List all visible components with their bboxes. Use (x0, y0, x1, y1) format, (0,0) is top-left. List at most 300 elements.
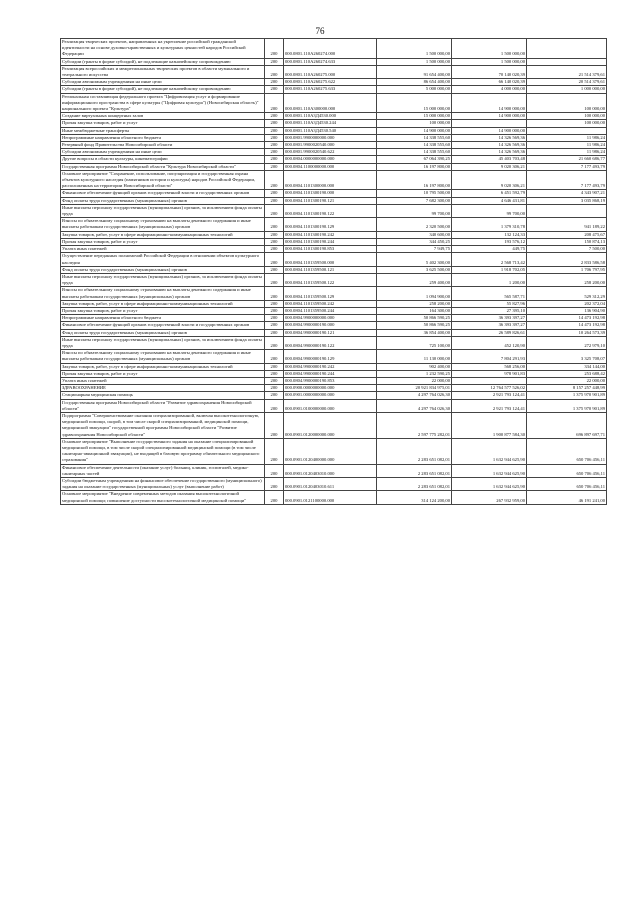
row-value-remaining-cell: 208 475,67 (527, 231, 607, 238)
row-ved-cell: 200 (265, 438, 284, 464)
row-value-approved-cell: 3 625 500,00 (377, 266, 452, 273)
row-value-remaining-cell: 7 177 493,79 (527, 163, 607, 170)
row-classification-cell: 000.0801.110A260274.633 (284, 58, 377, 65)
table-row (61, 385, 607, 392)
row-value-remaining-cell: 334 144,00 (527, 363, 607, 370)
row-name-cell: Государственная программа Новосибирской области "Развитие здравоохранения Новосибирской области" (61, 399, 265, 412)
row-name-cell: Закупка товаров, работ, услуг в сфере информационно-коммуникационных технологий (61, 300, 265, 307)
row-value-executed-cell: 26 589 826,61 (452, 329, 527, 336)
row-value-remaining-cell: 11 986,24 (527, 142, 607, 149)
row-value-approved-cell: 15 000 000,00 (377, 93, 452, 113)
row-ved-cell: 200 (265, 120, 284, 127)
row-value-executed-cell: 7 804 291,93 (452, 350, 527, 363)
row-classification-cell: 000.0801.110A3Д4530.244 (284, 120, 377, 127)
table-row (61, 156, 607, 163)
row-value-remaining-cell (527, 204, 607, 217)
row-value-remaining-cell: 941 189,22 (527, 218, 607, 231)
table-row (61, 127, 607, 134)
row-value-remaining-cell: 650 706 456,11 (527, 464, 607, 477)
row-ved-cell: 200 (265, 218, 284, 231)
row-name-cell: Иные выплаты персоналу государственных (муниципальных) органов, за исключением фонда оплаты труда (61, 336, 265, 349)
row-value-executed-cell: 1 900 877 584,30 (452, 412, 527, 438)
row-classification-cell: 000.0801.110A260275.000 (284, 65, 377, 78)
row-name-cell: Взносы по обязательному социальному страхованию на выплаты денежного содержания и иные выплаты работникам государственных (муниципальных) органов (61, 287, 265, 300)
row-ved-cell: 200 (265, 134, 284, 141)
row-name-cell: Создание виртуальных концертных залов (61, 113, 265, 120)
row-value-remaining-cell (527, 39, 607, 59)
row-ved-cell: 200 (265, 336, 284, 349)
row-value-remaining-cell: 100 000,00 (527, 120, 607, 127)
table-row (61, 190, 607, 197)
row-ved-cell: 200 (265, 204, 284, 217)
row-value-remaining-cell: 46 191 241,00 (527, 491, 607, 504)
row-classification-cell: 000.0801.9900000000.000 (284, 134, 377, 141)
row-classification-cell: 000.0804.9900000190.242 (284, 363, 377, 370)
row-ved-cell: 200 (265, 149, 284, 156)
row-ved-cell: 200 (265, 127, 284, 134)
row-classification-cell: 000.0804.1100000000.000 (284, 163, 377, 170)
table-row (61, 93, 607, 113)
table-row (61, 307, 607, 314)
row-value-remaining-cell: 2 833 586,58 (527, 253, 607, 266)
row-value-remaining-cell: 272 979,10 (527, 336, 607, 349)
row-value-remaining-cell: 529 312,29 (527, 287, 607, 300)
row-value-executed-cell: 1 379 310,78 (452, 218, 527, 231)
row-value-remaining-cell: 11 986,24 (527, 149, 607, 156)
row-ved-cell: 200 (265, 307, 284, 314)
row-classification-cell: 000.0804.1101359500.000 (284, 253, 377, 266)
row-ved-cell: 200 (265, 350, 284, 363)
row-value-remaining-cell: 3 325 708,07 (527, 350, 607, 363)
row-classification-cell: 000.0901.0120400000.000 (284, 438, 377, 464)
row-name-cell: Субсидии автономным учреждениям на иные цели (61, 149, 265, 156)
row-value-executed-cell: 55 827,96 (452, 300, 527, 307)
row-value-remaining-cell: 253 688,42 (527, 370, 607, 377)
row-ved-cell: 200 (265, 163, 284, 170)
row-value-approved-cell: 14 338 555,60 (377, 134, 452, 141)
row-name-cell: Непрограммные направления областного бюджета (61, 134, 265, 141)
row-value-executed-cell: 565 587,71 (452, 287, 527, 300)
row-value-executed-cell: 12 764 577 526,02 (452, 385, 527, 392)
table-row (61, 322, 607, 329)
row-value-executed-cell: 66 140 020,39 (452, 79, 527, 86)
row-classification-cell: 000.0901.0100000000.000 (284, 399, 377, 412)
row-value-remaining-cell (527, 127, 607, 134)
row-value-approved-cell: 2 283 651 082,01 (377, 464, 452, 477)
table-row (61, 134, 607, 141)
row-ved-cell: 200 (265, 412, 284, 438)
row-value-approved-cell: 344 450,25 (377, 238, 452, 245)
row-value-executed-cell: 1 632 944 625,90 (452, 438, 527, 464)
row-value-executed-cell (452, 120, 527, 127)
row-ved-cell: 200 (265, 86, 284, 93)
row-name-cell: Закупка товаров, работ, услуг в сфере информационно-коммуникационных технологий (61, 363, 265, 370)
table-row (61, 491, 607, 504)
table-row (61, 197, 607, 204)
row-value-remaining-cell: 1 000 000,00 (527, 86, 607, 93)
row-value-executed-cell: 2 921 793 124,41 (452, 392, 527, 399)
row-classification-cell: 000.0801.110A260275.622 (284, 79, 377, 86)
row-name-cell: Субсидии бюджетным учреждениям на финансовое обеспечение государственного (муниципального) задания на оказание государственных (муниципальных) услуг (выполнение работ) (61, 478, 265, 491)
row-ved-cell: 200 (265, 392, 284, 399)
row-classification-cell: 000.0804.9900000190.244 (284, 370, 377, 377)
row-ved-cell: 200 (265, 300, 284, 307)
row-value-executed-cell: 45 403 703,48 (452, 156, 527, 163)
row-name-cell: Закупка товаров, работ, услуг в сфере информационно-коммуникационных технологий (61, 231, 265, 238)
table-row (61, 39, 607, 59)
row-name-cell: Фонд оплаты труда государственных (муниципальных) органов (61, 197, 265, 204)
row-value-remaining-cell: 7 500,00 (527, 246, 607, 253)
row-value-executed-cell: 2 568 713,42 (452, 253, 527, 266)
row-value-approved-cell: 1 232 590,25 (377, 370, 452, 377)
row-classification-cell: 000.0901.0000000000.000 (284, 392, 377, 399)
row-classification-cell: 000.0804.1101300000.000 (284, 170, 377, 190)
row-classification-cell: 000.0804.1101300190.853 (284, 246, 377, 253)
row-value-remaining-cell: 22 000,00 (527, 377, 607, 384)
row-value-approved-cell: 100 000,00 (377, 120, 452, 127)
row-ved-cell: 200 (265, 39, 284, 59)
row-value-remaining-cell: 11 986,24 (527, 134, 607, 141)
row-name-cell: Реализация творческих проектов, направленных на укрепление российской гражданской идентичности на основе духовно-нравственных и культурных ценностей народов Российской Федерации (61, 39, 265, 59)
row-classification-cell: 000.0801.9900020540.000 (284, 142, 377, 149)
row-name-cell: Иные выплаты персоналу государственных (муниципальных) органов, за исключением фонда оплаты труда (61, 204, 265, 217)
row-name-cell: Взносы по обязательному социальному страхованию на выплаты денежного содержания и иные выплаты работникам государственных (муниципальных) органов (61, 350, 265, 363)
table-row (61, 170, 607, 190)
row-value-approved-cell: 2 320 500,00 (377, 218, 452, 231)
row-name-cell: Региональная составляющая федерального проекта "Цифровизация услуг и формирование информационного пространства в сфере культуры ("Цифровая культура") (Новосибирская область)" национального проекта "Культура" (61, 93, 265, 113)
row-name-cell: Уплата иных платежей (61, 246, 265, 253)
row-name-cell: Непрограммные направления областного бюджета (61, 315, 265, 322)
row-name-cell: Субсидии автономным учреждениям на иные цели (61, 79, 265, 86)
row-value-executed-cell: 267 932 959,00 (452, 491, 527, 504)
table-row (61, 238, 607, 245)
row-value-approved-cell: 50 866 590,25 (377, 315, 452, 322)
row-name-cell: Финансовое обеспечение деятельности (оказание услуг) больниц, клиник, госпиталей, медико-санитарных частей (61, 464, 265, 477)
row-value-remaining-cell: 14 473 192,98 (527, 322, 607, 329)
row-value-approved-cell: 340 600,00 (377, 231, 452, 238)
table-row (61, 464, 607, 477)
row-ved-cell: 200 (265, 315, 284, 322)
row-ved-cell: 200 (265, 363, 284, 370)
row-ved-cell: 200 (265, 385, 284, 392)
row-value-approved-cell: 259 400,00 (377, 273, 452, 286)
row-classification-cell: 000.0804.1101300190.129 (284, 218, 377, 231)
row-name-cell: Основное мероприятие "Сохранение, использование, популяризация и государственная охрана объектов культурного наследия (памятников истории и культуры) народов Российской Федерации, расположенных на территории Новосибирской области" (61, 170, 265, 190)
row-value-approved-cell: 2 283 651 082,01 (377, 478, 452, 491)
row-classification-cell: 000.0804.9900000190.129 (284, 350, 377, 363)
table-row (61, 392, 607, 399)
row-value-approved-cell: 36 854 400,00 (377, 329, 452, 336)
row-value-executed-cell: 14 900 000,00 (452, 93, 527, 113)
row-ved-cell: 200 (265, 329, 284, 336)
row-name-cell: Реализация всероссийских и межрегиональных творческих проектов в области музыкального и театрального искусства (61, 65, 265, 78)
row-name-cell: Иные межбюджетные трансферты (61, 127, 265, 134)
row-value-approved-cell: 91 654 400,00 (377, 65, 452, 78)
row-value-remaining-cell: 8 157 257 448,99 (527, 385, 607, 392)
row-ved-cell: 200 (265, 491, 284, 504)
row-value-approved-cell: 16 197 800,00 (377, 163, 452, 170)
row-classification-cell: 000.0804.9900000190.122 (284, 336, 377, 349)
row-value-approved-cell: 14 338 555,60 (377, 142, 452, 149)
row-value-executed-cell: 452 120,90 (452, 336, 527, 349)
table-row (61, 163, 607, 170)
row-name-cell: Прочая закупка товаров, работ и услуг (61, 238, 265, 245)
row-name-cell: Фонд оплаты труда государственных (муниципальных) органов (61, 329, 265, 336)
row-name-cell: Стационарная медицинская помощь (61, 392, 265, 399)
row-ved-cell: 200 (265, 287, 284, 300)
row-ved-cell: 200 (265, 238, 284, 245)
table-row (61, 300, 607, 307)
row-classification-cell: 000.0804.1101300190.000 (284, 190, 377, 197)
row-value-executed-cell: 27 395,10 (452, 307, 527, 314)
row-classification-cell: 000.0801.110A260274.000 (284, 39, 377, 59)
row-value-remaining-cell: 100 000,00 (527, 113, 607, 120)
row-value-remaining-cell: 150 874,13 (527, 238, 607, 245)
row-value-executed-cell (452, 377, 527, 384)
row-value-approved-cell: 7 682 300,00 (377, 197, 452, 204)
row-value-approved-cell: 2 283 651 082,01 (377, 438, 452, 464)
table-row (61, 315, 607, 322)
row-ved-cell: 200 (265, 156, 284, 163)
table-row (61, 412, 607, 438)
row-value-remaining-cell: 100 000,00 (527, 93, 607, 113)
row-value-executed-cell: 1 632 944 625,90 (452, 478, 527, 491)
row-name-cell: Субсидии (гранты в форме субсидий), не подлежащие казначейскому сопровождению (61, 58, 265, 65)
row-value-approved-cell: 5 000 000,00 (377, 86, 452, 93)
row-value-approved-cell: 14 900 000,00 (377, 127, 452, 134)
row-value-approved-cell: 99 700,00 (377, 204, 452, 217)
row-value-remaining-cell: 21 514 379,61 (527, 65, 607, 78)
row-value-remaining-cell: 258 200,00 (527, 273, 607, 286)
table-row (61, 287, 607, 300)
row-name-cell: Финансовое обеспечение функций органов государственной власти и государственных органов (61, 190, 265, 197)
row-value-executed-cell: 568 256,00 (452, 363, 527, 370)
row-value-executed-cell: 9 020 306,21 (452, 170, 527, 190)
row-value-approved-cell: 1 094 900,00 (377, 287, 452, 300)
row-name-cell: Иные выплаты персоналу государственных (муниципальных) органов, за исключением фонда оплаты труда (61, 273, 265, 286)
row-ved-cell: 200 (265, 65, 284, 78)
row-value-approved-cell: 4 297 764 026,30 (377, 399, 452, 412)
row-value-approved-cell: 5 402 300,00 (377, 253, 452, 266)
row-name-cell: Основное мероприятие "Выполнение государственного задания на оказание специализированной медицинской помощи, в том числе скорой специализированной медицинской помощи (в том числе санитарно-авиационной эвакуации), не входящей в базовую программу обязательного медицинского страхования" (61, 438, 265, 464)
row-value-executed-cell: 70 140 020,39 (452, 65, 527, 78)
row-classification-cell: 000.0804.1101300190.122 (284, 204, 377, 217)
row-classification-cell: 000.0804.1101359500.122 (284, 273, 377, 286)
row-value-executed-cell: 14 326 569,36 (452, 134, 527, 141)
row-classification-cell: 000.0901.0120000000.000 (284, 412, 377, 438)
row-value-executed-cell: 1 500 000,00 (452, 58, 527, 65)
row-ved-cell: 200 (265, 273, 284, 286)
table-row (61, 478, 607, 491)
row-value-approved-cell: 1 500 000,00 (377, 39, 452, 59)
table-row (61, 218, 607, 231)
table-row (61, 377, 607, 384)
table-row (61, 113, 607, 120)
row-value-approved-cell: 4 297 764 026,30 (377, 392, 452, 399)
row-name-cell: Прочая закупка товаров, работ и услуг (61, 370, 265, 377)
row-value-executed-cell: 978 901,83 (452, 370, 527, 377)
row-name-cell: Государственная программа Новосибирской области "Культура Новосибирской области" (61, 163, 265, 170)
row-value-executed-cell: 14 900 000,00 (452, 113, 527, 120)
row-value-executed-cell: 14 900 000,00 (452, 127, 527, 134)
table-row (61, 120, 607, 127)
row-value-remaining-cell: 3 035 868,19 (527, 197, 607, 204)
row-ved-cell: 200 (265, 266, 284, 273)
row-value-remaining-cell: 136 904,90 (527, 307, 607, 314)
row-value-approved-cell: 11 130 000,00 (377, 350, 452, 363)
row-value-remaining-cell: 4 343 907,21 (527, 190, 607, 197)
row-classification-cell: 000.0801.9900020540.622 (284, 149, 377, 156)
row-ved-cell: 200 (265, 478, 284, 491)
row-value-remaining-cell: 7 177 493,79 (527, 170, 607, 190)
row-classification-cell: 000.0804.1101359500.242 (284, 300, 377, 307)
row-value-executed-cell: 14 326 569,36 (452, 142, 527, 149)
row-value-approved-cell: 15 000 000,00 (377, 113, 452, 120)
row-value-executed-cell: 36 393 397,27 (452, 315, 527, 322)
table-row (61, 204, 607, 217)
table-row (61, 370, 607, 377)
table-row (61, 58, 607, 65)
table-row (61, 149, 607, 156)
row-value-executed-cell: 449,75 (452, 246, 527, 253)
row-value-executed-cell: 4 646 431,81 (452, 197, 527, 204)
table-row (61, 86, 607, 93)
row-name-cell: Уплата иных платежей (61, 377, 265, 384)
row-value-approved-cell: 725 100,00 (377, 336, 452, 349)
row-classification-cell: 000.0804.1101300190.244 (284, 238, 377, 245)
row-value-executed-cell: 9 020 306,21 (452, 163, 527, 170)
row-value-approved-cell: 164 300,00 (377, 307, 452, 314)
row-value-remaining-cell: 202 372,04 (527, 300, 607, 307)
row-ved-cell: 200 (265, 142, 284, 149)
row-ved-cell: 200 (265, 170, 284, 190)
row-value-executed-cell: 14 326 569,36 (452, 149, 527, 156)
row-classification-cell: 000.0804.1101300190.242 (284, 231, 377, 238)
row-value-remaining-cell (527, 58, 607, 65)
row-value-approved-cell: 10 795 500,00 (377, 190, 452, 197)
row-name-cell: Субсидии (гранты в форме субсидий), не подлежащие казначейскому сопровождению (61, 86, 265, 93)
row-value-approved-cell: 50 866 590,25 (377, 322, 452, 329)
row-name-cell: Финансовое обеспечение функций органов государственной власти и государственных органов (61, 322, 265, 329)
row-value-executed-cell: 1 632 944 625,90 (452, 464, 527, 477)
row-value-executed-cell: 4 000 000,00 (452, 86, 527, 93)
budget-table (60, 38, 607, 505)
row-value-executed-cell: 193 576,12 (452, 238, 527, 245)
row-name-cell: Взносы по обязательному социальному страхованию на выплаты денежного содержания и иные выплаты работникам государственных (муниципальных) органов (61, 218, 265, 231)
page-number: 76 (315, 26, 325, 36)
row-ved-cell: 200 (265, 253, 284, 266)
row-value-remaining-cell: 1 375 970 901,89 (527, 399, 607, 412)
row-classification-cell: 000.0801.110A260275.633 (284, 86, 377, 93)
row-ved-cell: 200 (265, 190, 284, 197)
row-ved-cell: 200 (265, 113, 284, 120)
row-name-cell: Фонд оплаты труда государственных (муниципальных) органов (61, 266, 265, 273)
row-classification-cell: 000.0801.110A300000.000 (284, 93, 377, 113)
row-classification-cell: 000.0901.0120403010.000 (284, 464, 377, 477)
row-classification-cell: 000.0801.110A3Д4530.540 (284, 127, 377, 134)
row-value-executed-cell: 1 500 000,00 (452, 39, 527, 59)
row-value-approved-cell: 14 338 555,60 (377, 149, 452, 156)
row-value-remaining-cell: 696 897 697,71 (527, 412, 607, 438)
row-value-approved-cell: 902 400,00 (377, 363, 452, 370)
row-ved-cell: 200 (265, 79, 284, 86)
row-classification-cell: 000.0901.0120403010.611 (284, 478, 377, 491)
row-ved-cell: 200 (265, 322, 284, 329)
row-value-remaining-cell: 650 706 456,11 (527, 478, 607, 491)
row-value-executed-cell: 99 700,00 (452, 204, 527, 217)
row-ved-cell: 200 (265, 58, 284, 65)
row-value-approved-cell: 22 000,00 (377, 377, 452, 384)
row-value-approved-cell: 7 949,75 (377, 246, 452, 253)
row-name-cell: Прочая закупка товаров, работ и услуг (61, 120, 265, 127)
row-value-executed-cell: 36 393 397,27 (452, 322, 527, 329)
row-ved-cell: 200 (265, 464, 284, 477)
row-classification-cell: 000.0804.9900000190.000 (284, 322, 377, 329)
table-row (61, 266, 607, 273)
row-value-executed-cell: 6 451 592,79 (452, 190, 527, 197)
row-value-remaining-cell: 1 706 797,95 (527, 266, 607, 273)
row-value-approved-cell: 67 064 390,25 (377, 156, 452, 163)
table-row (61, 273, 607, 286)
row-value-executed-cell: 1 200,00 (452, 273, 527, 286)
row-value-remaining-cell: 14 473 192,98 (527, 315, 607, 322)
row-name-cell: Резервный фонд Правительства Новосибирской области (61, 142, 265, 149)
row-value-executed-cell: 1 918 702,05 (452, 266, 527, 273)
row-value-approved-cell: 20 921 834 975,01 (377, 385, 452, 392)
table-row (61, 246, 607, 253)
table-row (61, 253, 607, 266)
row-value-approved-cell: 1 500 000,00 (377, 58, 452, 65)
row-classification-cell: 000.0900.0000000000.000 (284, 385, 377, 392)
row-classification-cell: 000.0804.9900000000.000 (284, 315, 377, 322)
row-ved-cell: 200 (265, 231, 284, 238)
row-classification-cell: 000.0804.9900000190.853 (284, 377, 377, 384)
row-value-approved-cell: 16 197 800,00 (377, 170, 452, 190)
row-value-executed-cell: 2 921 793 124,41 (452, 399, 527, 412)
row-name-cell: Осуществление переданных полномочий Российской Федерации в отношении объектов культурного наследия (61, 253, 265, 266)
row-classification-cell: 000.0804.9900000190.121 (284, 329, 377, 336)
row-classification-cell: 000.0801.110A3Д4530.000 (284, 113, 377, 120)
budget-table-body (61, 39, 607, 505)
row-ved-cell: 200 (265, 370, 284, 377)
table-row (61, 399, 607, 412)
table-row (61, 336, 607, 349)
row-name-cell: Подпрограмма "Совершенствование оказания специализированной, включая высокотехнологичную, медицинской помощи, скорой, в том числе скорой специализированной, медицинской помощи, медицинской эвакуации" государственной программы Новосибирской области "Развитие здравоохранения Новосибирской области" (61, 412, 265, 438)
table-row (61, 231, 607, 238)
row-classification-cell: 000.0804.0000000000.000 (284, 156, 377, 163)
row-classification-cell: 000.0901.0121100000.000 (284, 491, 377, 504)
row-value-approved-cell: 2 597 775 282,01 (377, 412, 452, 438)
row-ved-cell: 200 (265, 93, 284, 113)
row-ved-cell: 200 (265, 377, 284, 384)
row-classification-cell: 000.0804.1101359500.244 (284, 307, 377, 314)
row-ved-cell: 200 (265, 197, 284, 204)
row-value-approved-cell: 258 200,00 (377, 300, 452, 307)
row-name-cell: Основное мероприятие "Внедрение современных методов оказания высокотехнологичной медицинской помощи; повышение доступности высокотехнологичной медицинской помощи" (61, 491, 265, 504)
row-ved-cell: 200 (265, 246, 284, 253)
row-classification-cell: 000.0804.1101300190.121 (284, 197, 377, 204)
row-name-cell: Прочая закупка товаров, работ и услуг (61, 307, 265, 314)
row-name-cell: Другие вопросы в области культуры, кинематографии (61, 156, 265, 163)
row-value-remaining-cell: 20 514 379,61 (527, 79, 607, 86)
row-value-executed-cell: 132 124,33 (452, 231, 527, 238)
row-name-cell: ЗДРАВООХРАНЕНИЕ (61, 385, 265, 392)
table-row (61, 438, 607, 464)
table-row (61, 65, 607, 78)
row-value-approved-cell: 86 654 400,00 (377, 79, 452, 86)
row-classification-cell: 000.0804.1101359500.121 (284, 266, 377, 273)
table-row (61, 142, 607, 149)
